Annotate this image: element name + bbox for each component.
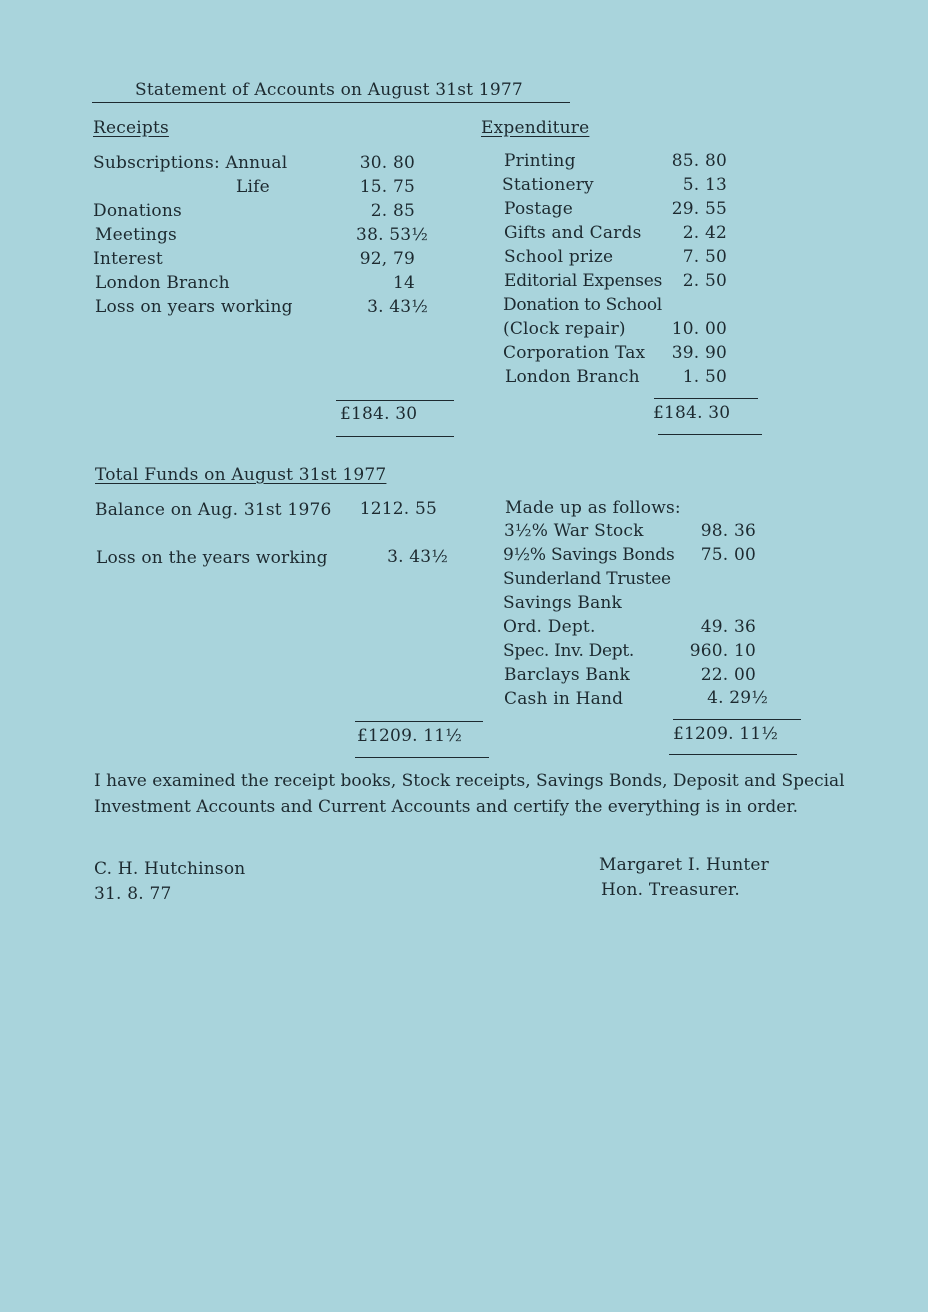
holding-label: Barclays Bank (504, 665, 631, 685)
expenditure-heading: Expenditure (481, 118, 590, 138)
receipt-label: Loss on years working (95, 297, 293, 317)
expenditure-label: School prize (504, 247, 614, 267)
certification-text: I have examined the receipt books, Stock receipts, Savings Bonds, Deposit and Special Investment Accounts and Current Accounts and certify the everything is in order. (94, 771, 845, 817)
receipts-heading: Receipts (93, 118, 169, 138)
funds-total-right-rule-bottom (669, 754, 797, 755)
holding-label: Ord. Dept. (503, 617, 596, 637)
expenditure-amount: 10. 00 (671, 319, 727, 339)
expenditure-label: Stationery (502, 175, 594, 195)
expenditure-amount: 85. 80 (671, 151, 727, 171)
holding-label: Savings Bank (503, 593, 623, 613)
expenditure-label: Postage (504, 199, 574, 219)
treasurer-name: Margaret I. Hunter (599, 855, 769, 875)
expenditure-label: Editorial Expenses (504, 271, 663, 291)
expenditure-amount: 5. 13 (682, 175, 727, 195)
receipt-amount: 15. 75 (359, 177, 415, 197)
holding-label: 9½% Savings Bonds (503, 545, 675, 565)
holding-amount: 75. 00 (700, 545, 756, 565)
expenditure-amount: 29. 55 (671, 199, 727, 219)
expenditure-label: Donation to School (503, 295, 662, 315)
receipt-amount: 2. 85 (370, 201, 415, 221)
receipts-total-rule-top (336, 400, 454, 401)
funds-total-left-rule-bottom (355, 757, 489, 758)
receipt-amount: 3. 43½ (367, 297, 428, 317)
holding-label: Spec. Inv. Dept. (503, 641, 634, 661)
funds-total-right: £1209. 11½ (673, 724, 778, 744)
auditor-name: C. H. Hutchinson (94, 859, 246, 879)
expenditure-total: £184. 30 (653, 403, 731, 423)
expenditure-amount: 1. 50 (682, 367, 727, 387)
receipt-amount: 92, 79 (359, 249, 415, 269)
receipt-amount: 30. 80 (359, 153, 415, 173)
expenditure-amount: 2. 50 (682, 271, 727, 291)
holding-amount: 49. 36 (700, 617, 756, 637)
receipt-label: Meetings (95, 225, 177, 245)
holding-amount: 22. 00 (700, 665, 756, 685)
made-up-heading: Made up as follows: (505, 498, 681, 518)
funds-total-left-rule-top (355, 721, 483, 722)
holding-amount: 98. 36 (700, 521, 756, 541)
holding-label: Sunderland Trustee (503, 569, 671, 589)
expenditure-amount: 2. 42 (682, 223, 727, 243)
expenditure-label: Corporation Tax (503, 343, 646, 363)
receipt-amount: 38. 53½ (356, 225, 428, 245)
expenditure-amount: 39. 90 (671, 343, 727, 363)
balance-amount: 1212. 55 (359, 499, 437, 519)
loss-amount: 3. 43½ (387, 547, 448, 567)
holding-label: 3½% War Stock (504, 521, 644, 541)
holding-amount: 4. 29½ (707, 688, 768, 708)
loss-label: Loss on the years working (96, 548, 328, 568)
funds-total-left: £1209. 11½ (357, 726, 462, 746)
expenditure-label: Gifts and Cards (504, 223, 642, 243)
expenditure-total-rule-top (654, 398, 758, 399)
balance-label: Balance on Aug. 31st 1976 (95, 500, 332, 520)
receipt-label: Subscriptions: Annual (93, 153, 288, 173)
receipt-label: Interest (93, 249, 163, 269)
expenditure-label: London Branch (505, 367, 640, 387)
expenditure-label: (Clock repair) (503, 319, 626, 339)
statement-title: Statement of Accounts on August 31st 1977 (135, 80, 523, 100)
receipt-label: Life (236, 177, 270, 197)
receipt-label: Donations (93, 201, 182, 221)
expenditure-label: Printing (504, 151, 576, 171)
treasurer-title: Hon. Treasurer. (601, 880, 740, 900)
title-underline (92, 102, 570, 103)
holding-amount: 960. 10 (689, 641, 756, 661)
receipt-label: London Branch (95, 273, 230, 293)
holding-label: Cash in Hand (504, 689, 624, 709)
receipts-total: £184. 30 (340, 404, 418, 424)
expenditure-total-rule-bottom (658, 434, 762, 435)
funds-heading: Total Funds on August 31st 1977 (95, 465, 387, 485)
funds-total-right-rule-top (673, 719, 801, 720)
receipts-total-rule-bottom (336, 436, 454, 437)
receipt-amount: 14 (392, 273, 415, 293)
expenditure-amount: 7. 50 (682, 247, 727, 267)
auditor-date: 31. 8. 77 (94, 884, 172, 904)
